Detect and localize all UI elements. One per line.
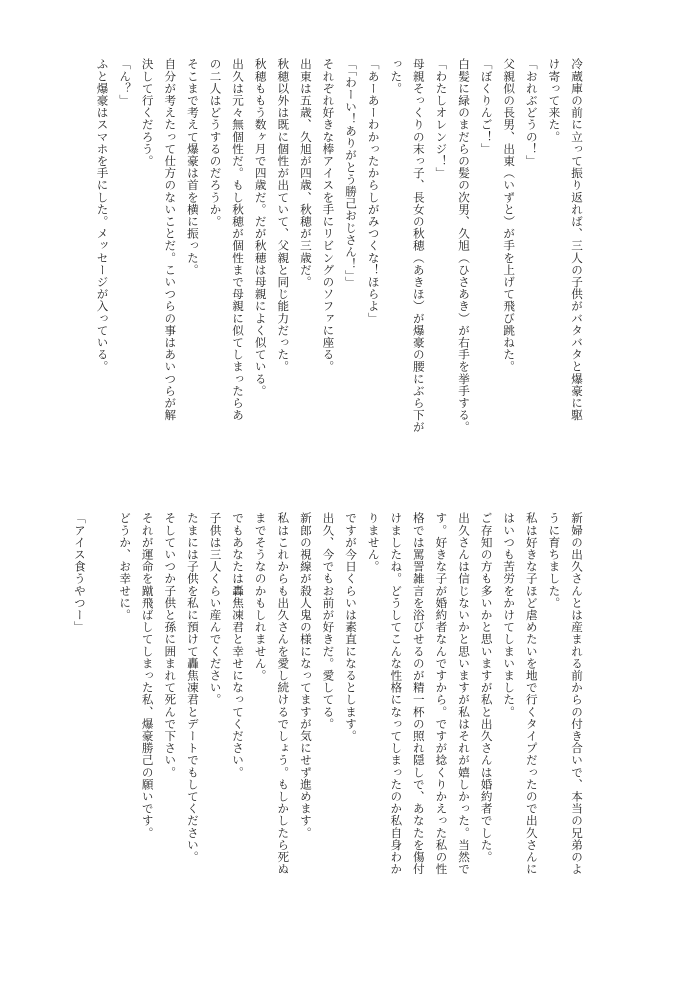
text-line: 冷蔵庫の前に立って振り返れば、三人の子供がバタバタと爆豪に駆 xyxy=(570,58,584,421)
text-line: った。 xyxy=(389,58,404,95)
text-line: の二人はどうするのだろうか。 xyxy=(208,58,223,228)
text-line: たまには子供を私に預けて轟焦凍君とデートでもしてください。 xyxy=(185,512,200,863)
text-line: 「「わーい！ありがとう勝己おじさん！」」 xyxy=(344,58,359,289)
text-line: 子供は三人くらい産んでください。 xyxy=(208,512,223,706)
text-line: 私はこれからも出久さんを愛し続けるでしょう。もしかしたら死ぬ xyxy=(276,512,291,875)
text-line: 父親似の長男、出東（いずと）が手を上げて飛び跳ねた。 xyxy=(502,58,517,373)
text-line: 母親そっくりの末っ子、長女の秋穂（あきほ）が爆豪の腰にぶら下が xyxy=(411,58,426,434)
text-line: そしていつか子供と孫に囲まれて死んで下さい。 xyxy=(163,512,178,779)
text-line: 自分が考えたって仕方のないことだ。こいつらの事はあいつらが解 xyxy=(163,58,178,421)
text-line: ふと爆豪はスマホを手にした。メッセージが入っている。 xyxy=(95,58,110,373)
text-line: ご存知の方も多いかと思いますが私と出久さんは婚約者でした。 xyxy=(479,512,494,863)
text-line: 格では罵詈雑言を浴びせるのが精一杯の照れ隠しで、あなたを傷付 xyxy=(411,512,426,875)
text-line: 秋穂ももう数ヶ月で四歳だ。だが秋穂は母親によく似ている。 xyxy=(253,58,268,397)
blank-line xyxy=(91,512,114,932)
text-line: 出東は五歳、久旭が四歳、秋穂が三歳だ。 xyxy=(298,58,313,288)
text-line: 出久は元々無個性だ。もし秋穂が個性まで母親に似てしまったらあ xyxy=(231,58,246,421)
text-line: りません。 xyxy=(366,512,381,573)
text-line: までそうなのかもしれません。 xyxy=(253,512,268,682)
text-line: す。好きな子が婚約者なんですから。ですが捻くりかえった私の性 xyxy=(434,512,449,875)
text-line: そこまで考えて爆豪は首を横に振った。 xyxy=(185,58,200,276)
text-line: 私は好きな子ほど虐めたいを地で行くタイプだったので出久さんに xyxy=(524,512,539,875)
text-line: 「ぼくりんご！」 xyxy=(479,58,494,155)
text-line: 「おれぶどうの！」 xyxy=(524,58,539,167)
text-line: 新婦の出久さんとは産まれる前からの付き合いで、本当の兄弟のよ xyxy=(570,512,584,875)
text-line: 「アイス食うやつー」 xyxy=(72,512,87,633)
text-line: 新郎の視線が殺人鬼の様になってますが気にせず進めます。 xyxy=(298,512,313,839)
text-line: 白髪に緑のまだらの髪の次男、久旭（ひさあき）が右手を挙手する。 xyxy=(457,58,472,434)
text-line: ですが今日くらいは素直になるとします。 xyxy=(344,512,359,742)
text-line: 出久、今でもお前が好きだ。愛してる。 xyxy=(321,512,336,730)
text-line: けましたね。どうしてこんな性格になってしまったのか私自身わか xyxy=(389,512,404,875)
text-line: でもあなたは轟焦凍君と幸せになってください。 xyxy=(231,512,246,779)
text-line: 決して行くだろう。 xyxy=(140,58,155,167)
text-line: それぞれ好きな棒アイスを手にリビングのソファに座る。 xyxy=(321,58,336,373)
text-line: 出久さんは信じないかと思いますが私はそれが嬉しかった。当然で xyxy=(457,512,472,875)
speech-lower-block xyxy=(68,512,588,932)
story-upper-block xyxy=(91,58,588,478)
text-line: うに育ちました。 xyxy=(547,512,562,609)
text-line: 秋穂以外は既に個性が出ていて、父親と同じ能力だった。 xyxy=(276,58,291,373)
text-line: け寄って来た。 xyxy=(547,58,562,143)
text-line: 「わたしオレンジ！」 xyxy=(434,58,449,179)
text-line: どうか、お幸せに。 xyxy=(118,512,133,621)
text-line: 「あーあーわかったからしがみつくな！ほらよ」 xyxy=(366,58,381,325)
text-line: 「ん？」 xyxy=(118,58,133,107)
text-line: それが運命を蹴飛ばしてしまった私、爆豪勝己の願いです。 xyxy=(140,512,155,839)
text-line: はいつも苦労をかけてしまいました。 xyxy=(502,512,517,718)
